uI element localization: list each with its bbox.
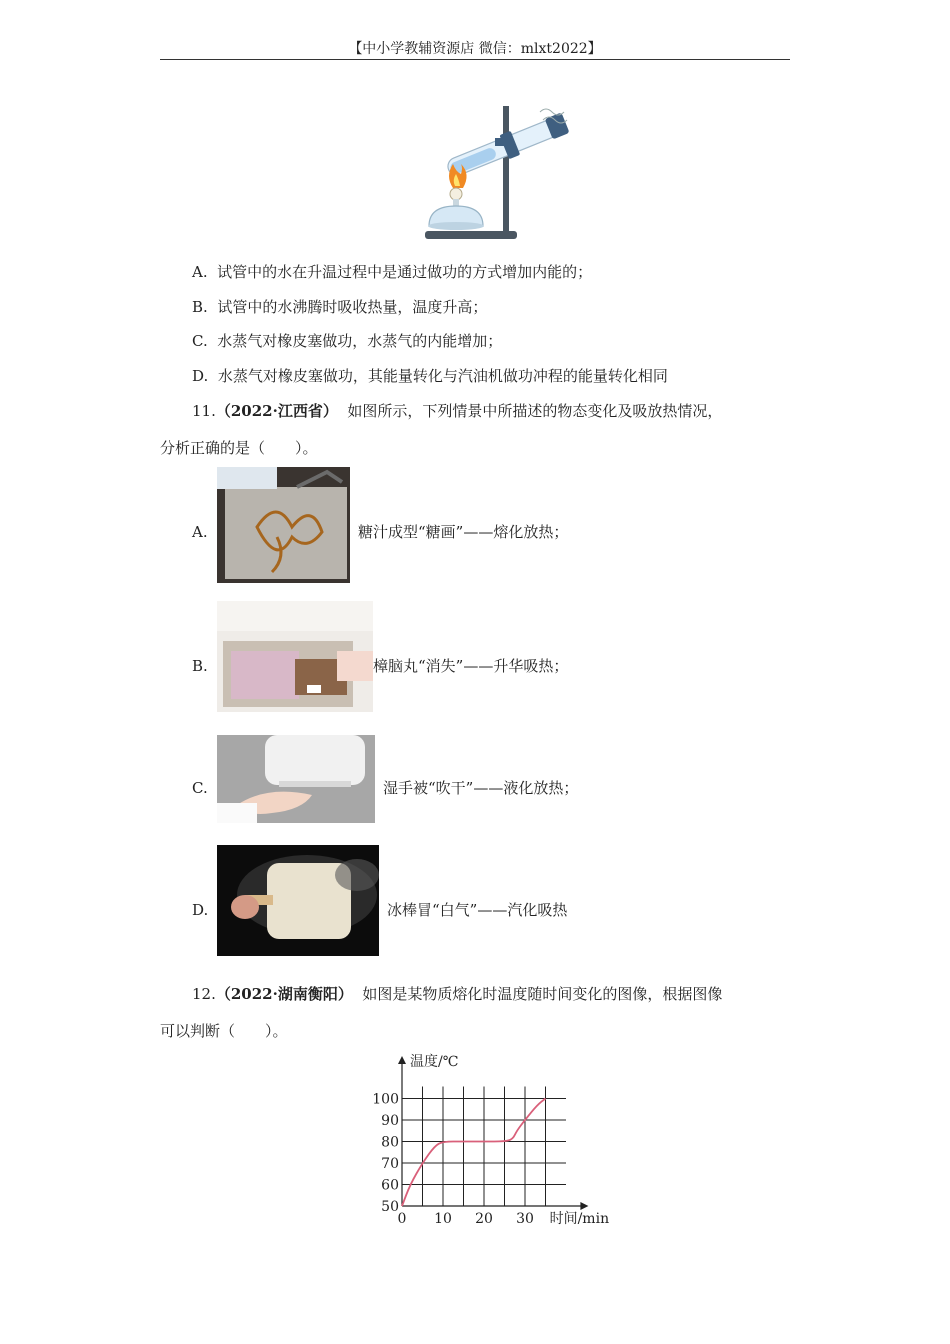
q11-option-a-text: 糖汁成型“糖画”——熔化放热； bbox=[358, 523, 569, 541]
x-tick-label: 0 bbox=[397, 1211, 407, 1227]
x-tick-label: 10 bbox=[434, 1211, 452, 1227]
q11-stem-line2: 分析正确的是（ ）。 bbox=[160, 439, 318, 457]
y-tick-label: 90 bbox=[381, 1113, 399, 1129]
q12-stem-line1: 12.（2022·湖南衡阳） 如图是某物质熔化时温度随时间变化的图像，根据图像 bbox=[192, 985, 723, 1003]
header-rule bbox=[160, 59, 790, 60]
melting-temperature-chart bbox=[360, 1048, 620, 1238]
y-tick-label: 60 bbox=[381, 1177, 399, 1194]
popsicle-steam-photo bbox=[217, 845, 379, 956]
x-axis-label: 时间/min bbox=[549, 1211, 610, 1227]
y-axis-label: 温度/℃ bbox=[410, 1054, 459, 1070]
q11-option-a-letter: A. bbox=[192, 523, 208, 541]
q11-option-d-text: 冰棒冒“白气”——汽化吸热 bbox=[387, 901, 568, 919]
q11-stem-line1: 11.（2022·江西省） 如图所示，下列情景中所描述的物态变化及吸放热情况， bbox=[192, 402, 723, 420]
q11-option-b-letter: B. bbox=[192, 657, 208, 675]
y-tick-label: 100 bbox=[372, 1091, 399, 1108]
x-tick-label: 30 bbox=[516, 1211, 534, 1227]
q11-option-d-letter: D. bbox=[192, 901, 209, 919]
q12-source: （2022·湖南衡阳） bbox=[215, 985, 353, 1003]
q10-option-a: A. 试管中的水在升温过程中是通过做功的方式增加内能的； bbox=[192, 263, 593, 281]
page-header: 【中小学教辅资源店 微信：mlxt2022】 bbox=[348, 41, 602, 57]
q11-source: （2022·江西省） bbox=[215, 402, 338, 420]
q11-option-b-text: 樟脑丸“消失”——升华吸热； bbox=[373, 657, 569, 675]
q11-option-c-text: 湿手被“吹干”——液化放热； bbox=[383, 779, 579, 797]
x-tick-label: 20 bbox=[475, 1211, 493, 1227]
y-tick-label: 70 bbox=[381, 1156, 399, 1172]
stand-rod bbox=[503, 106, 509, 234]
x-axis-arrow bbox=[580, 1202, 588, 1210]
sugar-painting-photo bbox=[217, 467, 350, 583]
y-tick-label: 50 bbox=[381, 1199, 399, 1215]
q12-stem-line2: 可以判断（ ）。 bbox=[160, 1022, 288, 1040]
q10-option-b: B. 试管中的水沸腾时吸收热量，温度升高； bbox=[192, 298, 488, 316]
y-tick-label: 80 bbox=[381, 1134, 399, 1151]
temperature-curve bbox=[402, 1099, 546, 1207]
hand-dryer-photo bbox=[217, 735, 375, 823]
test-tube-heating-illustration bbox=[415, 96, 575, 244]
mothball-drawer-photo bbox=[217, 601, 373, 712]
q10-option-c: C. 水蒸气对橡皮塞做功，水蒸气的内能增加； bbox=[192, 332, 503, 350]
q10-option-d: D. 水蒸气对橡皮塞做功，其能量转化与汽油机做功冲程的能量转化相同 bbox=[192, 367, 668, 385]
y-axis-arrow bbox=[398, 1056, 406, 1064]
q11-option-c-letter: C. bbox=[192, 779, 208, 797]
